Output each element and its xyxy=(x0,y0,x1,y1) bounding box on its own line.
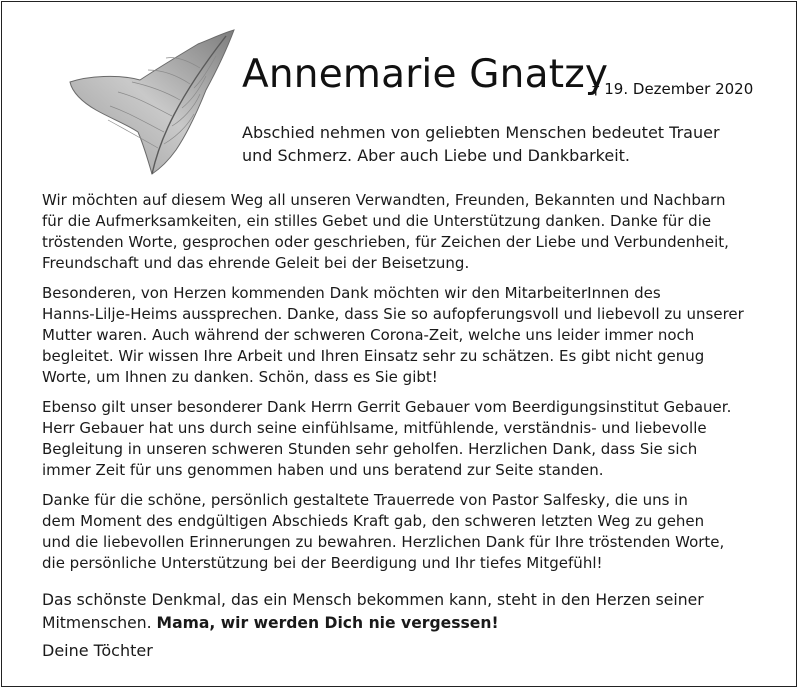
paragraph xyxy=(42,283,782,388)
closing-line xyxy=(42,612,704,635)
text-line: Danke für die schöne, persönlich gestaltete Trauerrede von Pastor Salfesky, die uns in xyxy=(42,491,688,509)
text-line: Herr Gebauer hat uns durch seine einfühlsame, mitfühlende, verständnis- und liebevolle xyxy=(42,419,707,437)
closing-emphasis: Mama, wir werden Dich nie vergessen! xyxy=(156,614,499,632)
text-line: die persönliche Unterstützung bei der Beerdigung und Ihr tiefes Mitgefühl! xyxy=(42,554,603,572)
feather-icon xyxy=(48,28,238,178)
paragraph xyxy=(42,397,782,481)
thank-you-text xyxy=(42,190,782,583)
closing-text: Mitmenschen. xyxy=(42,614,157,632)
text-line: Begleitung in unseren schweren Stunden sehr geholfen. Herzlichen Dank, dass Sie sich xyxy=(42,440,698,458)
text-line: begleitet. Wir wissen Ihre Arbeit und Ihren Einsatz sehr zu schätzen. Es gibt nicht genug xyxy=(42,347,705,365)
text-line: dem Moment des endgültigen Abschieds Kraft gab, den schweren letzten Weg zu gehen xyxy=(42,512,705,530)
death-date: † 19. Dezember 2020 xyxy=(592,80,754,98)
paragraph xyxy=(42,190,782,274)
closing-line: Das schönste Denkmal, das ein Mensch bekommen kann, steht in den Herzen seiner xyxy=(42,591,704,609)
motto-line: Abschied nehmen von geliebten Menschen bedeutet Trauer xyxy=(242,123,720,142)
closing-statement xyxy=(42,589,704,635)
text-line: und die liebevollen Erinnerungen zu bewahren. Herzlichen Dank für Ihre tröstenden Worte, xyxy=(42,533,725,551)
text-line: Mutter waren. Auch während der schweren Corona-Zeit, welche uns leider immer noch xyxy=(42,326,695,344)
text-line: tröstenden Worte, gesprochen oder geschrieben, für Zeichen der Liebe und Verbundenheit, xyxy=(42,233,729,251)
signature: Deine Töchter xyxy=(42,641,153,660)
text-line: Wir möchten auf diesem Weg all unseren Verwandten, Freunden, Bekannten und Nachbarn xyxy=(42,191,726,209)
deceased-name: Annemarie Gnatzy xyxy=(242,52,609,97)
text-line: Worte, um Ihnen zu danken. Schön, dass es Sie gibt! xyxy=(42,368,438,386)
text-line: immer Zeit für uns genommen haben und uns beratend zur Seite standen. xyxy=(42,461,604,479)
text-line: Hanns-Lilje-Heims aussprechen. Danke, dass Sie so aufopferungsvoll und liebevoll zu unserer xyxy=(42,305,744,323)
paragraph xyxy=(42,490,782,574)
text-line: Freundschaft und das ehrende Geleit bei der Beisetzung. xyxy=(42,254,470,272)
text-line: Besonderen, von Herzen kommenden Dank möchten wir den MitarbeiterInnen des xyxy=(42,284,661,302)
text-line: Ebenso gilt unser besonderer Dank Herrn Gerrit Gebauer vom Beerdigungsinstitut Gebauer. xyxy=(42,398,732,416)
text-line: für die Aufmerksamkeiten, ein stilles Gebet und die Unterstützung danken. Danke für die xyxy=(42,212,712,230)
motto-line: und Schmerz. Aber auch Liebe und Dankbarkeit. xyxy=(242,146,630,165)
motto xyxy=(242,121,762,167)
